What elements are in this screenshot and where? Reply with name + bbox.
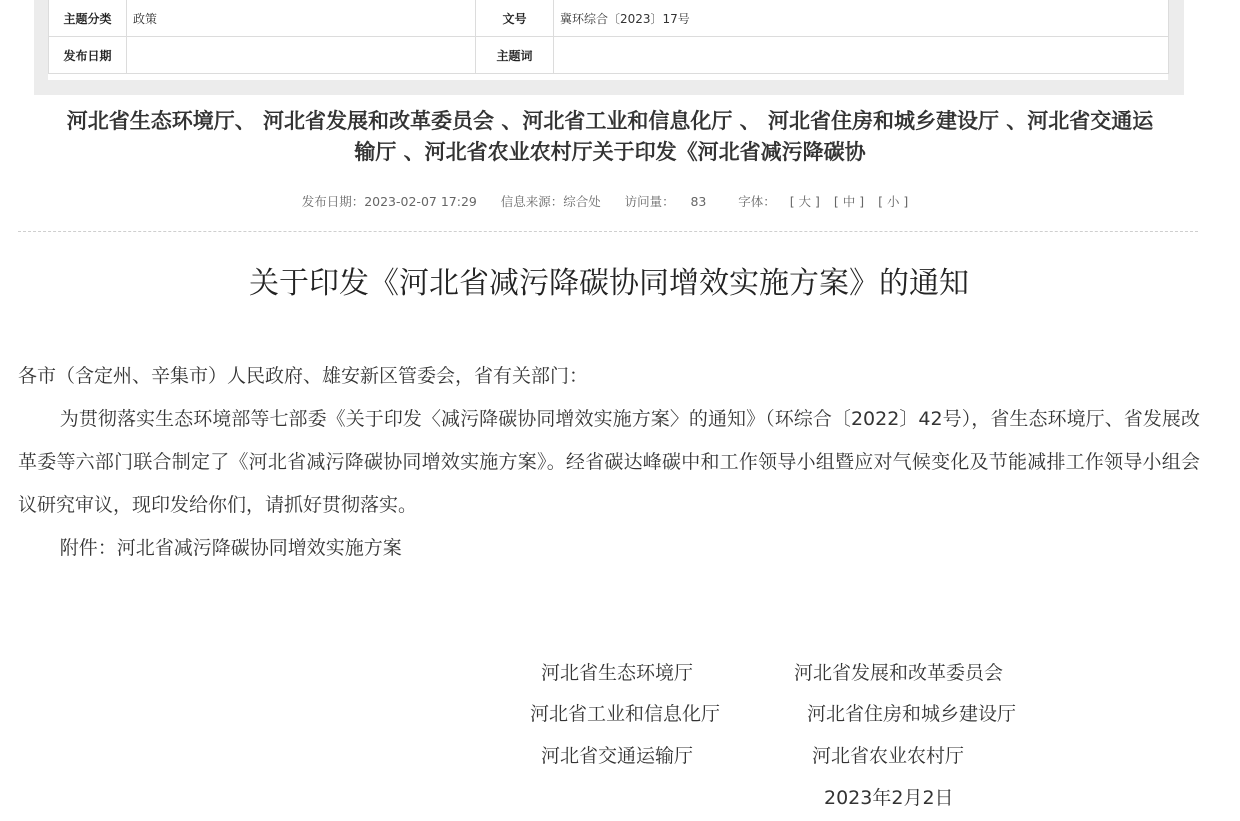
document-body (18, 355, 1200, 570)
publish-date-value: 2023-02-07 17:29 (364, 194, 477, 209)
signatory-agriculture: 河北省农业农村厅 (812, 745, 965, 767)
publish-date-label: 发布日期 (49, 37, 127, 74)
signatory-housing-construction: 河北省住房和城乡建设厅 (807, 703, 1017, 725)
info-source-label: 信息来源： (500, 194, 564, 209)
font-size-label: 字体： (738, 194, 776, 209)
keywords-label: 主题词 (476, 37, 554, 74)
salutation: 各市（含定州、辛集市）人民政府、雄安新区管委会，省有关部门： (18, 365, 589, 387)
table-row (49, 0, 1169, 37)
font-size-small-button[interactable]: [ 小 ] (878, 194, 909, 209)
font-size-medium-button[interactable]: [ 中 ] (833, 194, 865, 209)
metadata-panel (34, 0, 1184, 95)
signatory-transport: 河北省交通运输厅 (541, 745, 694, 767)
metadata-table-container (48, 0, 1168, 80)
font-size-large-button[interactable]: [ 大 ] (789, 194, 820, 209)
article-headline (30, 106, 1190, 168)
signatory-ecology-environment: 河北省生态环境厅 (541, 662, 694, 684)
article-info-bar (0, 192, 1210, 210)
body-paragraph: 为贯彻落实生态环境部等七部委《关于印发〈减污降碳协同增效实施方案〉的通知》（环综合〔2022〕42号），省生态环境厅、省发展改革委等六部门联合制定了《河北省减污降碳协同增效实施方案》。经省碳达峰碳中和工作领导小组暨应对气候变化及节能减排工作领导小组会议研究审议，现印发给你们，请抓好贯彻落实。 (18, 408, 1200, 516)
visit-count-value: 83 (690, 194, 707, 209)
headline-line-2: 输厅 、河北省农业农村厅关于印发《河北省减污降碳协 (354, 140, 866, 164)
info-source-value: 综合处 (563, 194, 601, 209)
publish-date-label: 发布日期： (301, 194, 365, 209)
metadata-table (48, 0, 1169, 74)
topic-category-label: 主题分类 (49, 0, 127, 37)
publish-date-value (127, 37, 476, 74)
document-title: 关于印发《河北省减污降碳协同增效实施方案》的通知 (249, 266, 969, 301)
signatory-development-reform: 河北省发展和改革委员会 (794, 662, 1004, 684)
visit-count-label: 访问量： (624, 194, 675, 209)
headline-line-1: 河北省生态环境厅、 河北省发展和改革委员会 、河北省工业和信息化厅 、 河北省住房和城乡建设厅 、河北省交通运 (66, 109, 1154, 133)
document-number-value: 冀环综合〔2023〕17号 (554, 0, 1169, 37)
topic-category-value: 政策 (127, 0, 476, 37)
attachment-line: 附件：河北省减污降碳协同增效实施方案 (59, 537, 402, 559)
signature-date: 2023年2月2日 (824, 787, 954, 809)
table-row (49, 37, 1169, 74)
document-number-label: 文号 (476, 0, 554, 37)
signatory-industry-it: 河北省工业和信息化厅 (530, 703, 721, 725)
divider (18, 231, 1198, 232)
keywords-value (554, 37, 1169, 74)
